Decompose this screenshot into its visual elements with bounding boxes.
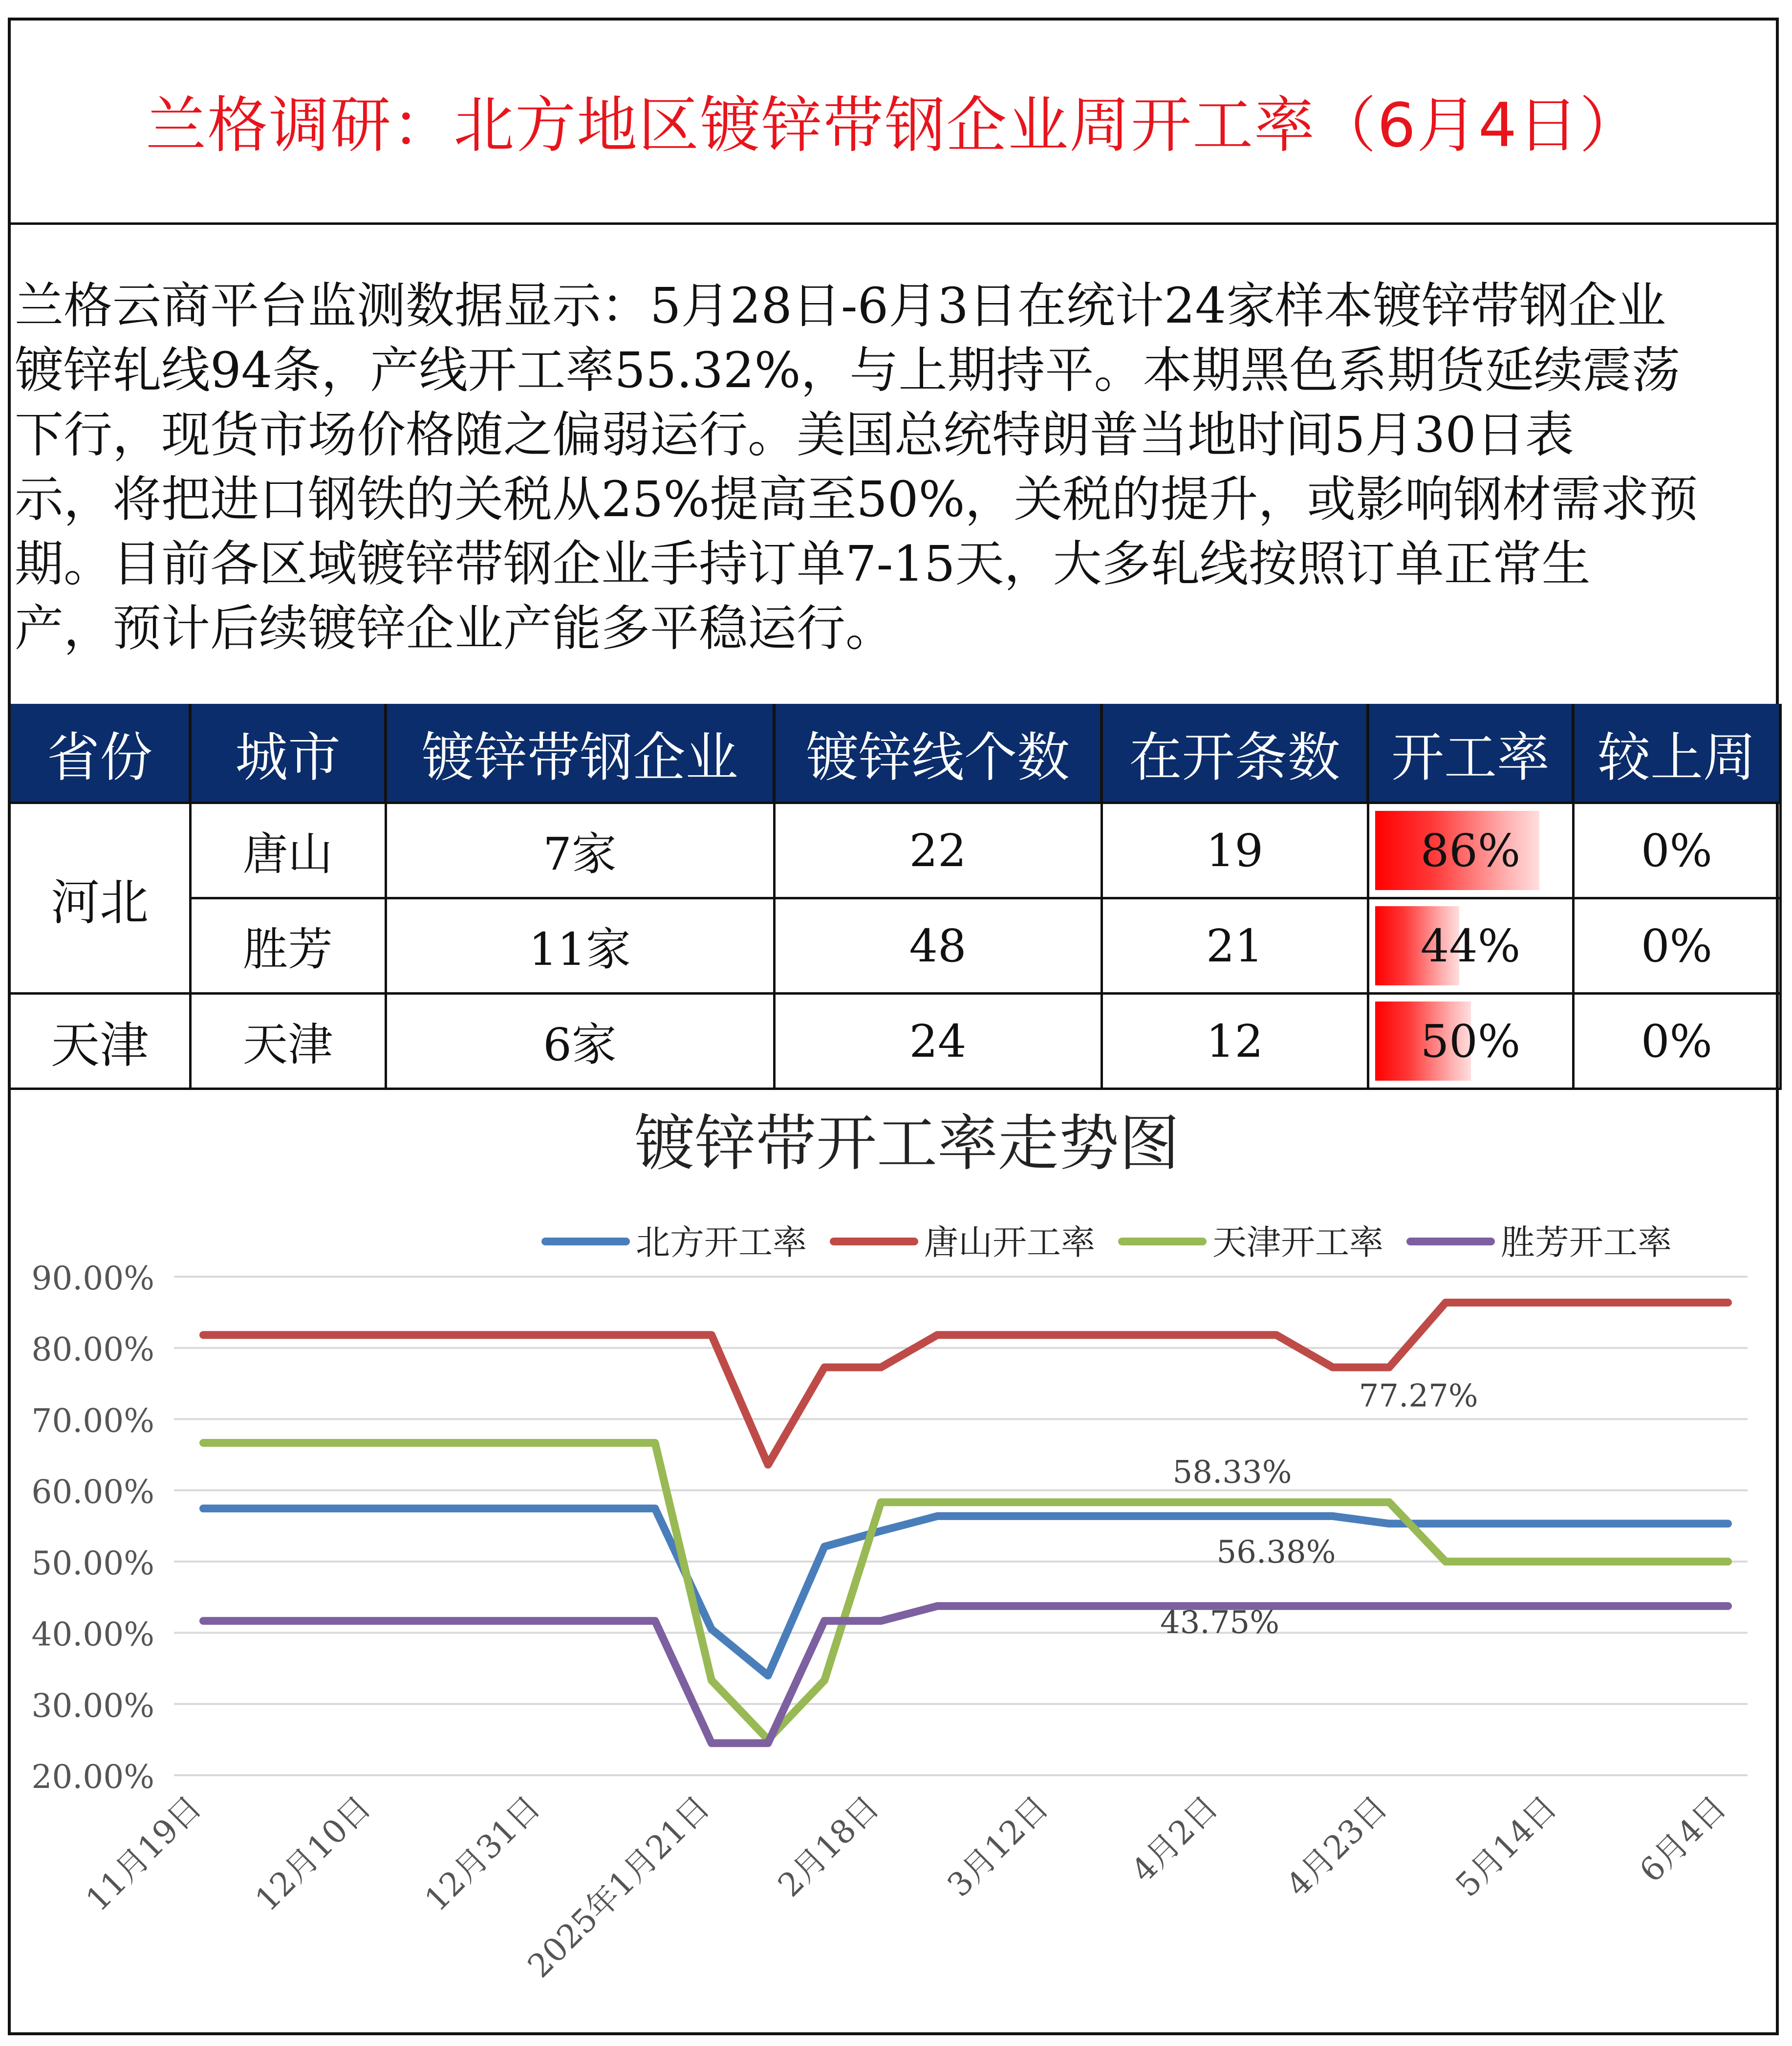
lines-cell: 48 — [774, 898, 1101, 994]
rate-cell — [1368, 898, 1573, 994]
chart-title: 镀锌带开工率走势图 — [634, 1109, 1180, 1179]
y-tick-label: 30.00% — [31, 1687, 154, 1725]
change-cell: 0% — [1573, 803, 1780, 898]
summary-paragraph — [15, 274, 1774, 661]
companies-cell: 6家 — [386, 994, 774, 1089]
header-lines: 镀锌线个数 — [774, 704, 1101, 803]
rate-table — [8, 704, 1782, 1090]
city-cell: 胜芳 — [190, 898, 386, 994]
table-header-row — [9, 704, 1780, 803]
header-running: 在开条数 — [1101, 704, 1368, 803]
x-tick-label: 11月19日 — [78, 1788, 209, 1919]
x-tick-label: 5月14日 — [1448, 1788, 1564, 1904]
series-line — [203, 1443, 1728, 1740]
rate-cell — [1368, 803, 1573, 898]
table-row — [9, 994, 1780, 1089]
data-label: 43.75% — [1160, 1604, 1280, 1641]
data-label: 58.33% — [1172, 1454, 1292, 1491]
rate-table-wrap — [8, 704, 1779, 1090]
table-row — [9, 898, 1780, 994]
x-tick-label: 4月23日 — [1279, 1788, 1395, 1904]
y-tick-label: 80.00% — [31, 1330, 154, 1369]
province-cell: 天津 — [9, 994, 190, 1089]
chart-legend — [545, 1222, 1672, 1262]
page-title: 兰格调研：北方地区镀锌带钢企业周开工率（6月4日） — [146, 90, 1641, 161]
summary-line: 产，预计后续镀锌企业产能多平稳运行。 — [15, 600, 894, 657]
trend-chart-svg — [8, 1086, 1779, 2035]
y-tick-label: 50.00% — [31, 1544, 154, 1582]
rate-cell — [1368, 994, 1573, 1089]
x-tick-label: 12月10日 — [248, 1788, 378, 1919]
x-tick-label: 2月18日 — [771, 1788, 886, 1904]
page-title-box — [8, 18, 1779, 225]
running-cell: 19 — [1101, 803, 1368, 898]
legend-label: 唐山开工率 — [924, 1222, 1095, 1262]
x-tick-label: 6月4日 — [1632, 1788, 1734, 1890]
x-tick-label: 2025年1月21日 — [520, 1788, 717, 1985]
legend-label: 天津开工率 — [1212, 1222, 1383, 1262]
city-cell: 唐山 — [190, 803, 386, 898]
header-city: 城市 — [190, 704, 386, 803]
header-rate: 开工率 — [1368, 704, 1573, 803]
header-province: 省份 — [9, 704, 190, 803]
legend-label: 胜芳开工率 — [1501, 1222, 1672, 1262]
y-axis-ticks — [31, 1260, 154, 1796]
summary-line: 期。目前各区域镀锌带钢企业手持订单7-15天，大多轧线按照订单正常生 — [15, 535, 1591, 592]
x-tick-label: 4月2日 — [1124, 1788, 1226, 1890]
series-line — [203, 1508, 1728, 1676]
trend-chart — [8, 1086, 1779, 2035]
province-cell: 河北 — [9, 803, 190, 994]
chart-series — [203, 1303, 1728, 1743]
x-tick-label: 12月31日 — [417, 1788, 548, 1919]
change-cell: 0% — [1573, 898, 1780, 994]
x-axis-ticks — [79, 1788, 1734, 1985]
x-tick-label: 3月12日 — [940, 1788, 1056, 1904]
series-line — [203, 1606, 1728, 1743]
chart-annotations — [1160, 1378, 1478, 1640]
rate-value: 44% — [1420, 919, 1521, 972]
companies-cell: 7家 — [386, 803, 774, 898]
running-cell: 21 — [1101, 898, 1368, 994]
y-tick-label: 90.00% — [31, 1260, 154, 1297]
rate-value: 50% — [1420, 1015, 1521, 1067]
data-label: 77.27% — [1359, 1378, 1478, 1415]
header-change: 较上周 — [1573, 704, 1780, 803]
city-cell: 天津 — [190, 994, 386, 1089]
y-tick-label: 20.00% — [31, 1758, 154, 1796]
running-cell: 12 — [1101, 994, 1368, 1089]
lines-cell: 24 — [774, 994, 1101, 1089]
change-cell: 0% — [1573, 994, 1780, 1089]
summary-line: 兰格云商平台监测数据显示：5月28日-6月3日在统计24家样本镀锌带钢企业 — [15, 277, 1666, 334]
legend-label: 北方开工率 — [636, 1222, 807, 1262]
y-tick-label: 70.00% — [31, 1402, 154, 1440]
y-tick-label: 40.00% — [31, 1615, 154, 1654]
summary-line: 镀锌轧线94条，产线开工率55.32%，与上期持平。本期黑色系期货延续震荡 — [15, 342, 1681, 399]
lines-cell: 22 — [774, 803, 1101, 898]
summary-line: 下行，现货市场价格随之偏弱运行。美国总统特朗普当地时间5月30日表 — [15, 406, 1574, 463]
data-label: 56.38% — [1216, 1534, 1336, 1570]
summary-line: 示，将把进口钢铁的关税从25%提高至50%，关税的提升，或影响钢材需求预 — [15, 471, 1698, 528]
y-tick-label: 60.00% — [31, 1473, 154, 1511]
companies-cell: 11家 — [386, 898, 774, 994]
table-row — [9, 803, 1780, 898]
header-companies: 镀锌带钢企业 — [386, 704, 774, 803]
rate-value: 86% — [1420, 824, 1521, 877]
